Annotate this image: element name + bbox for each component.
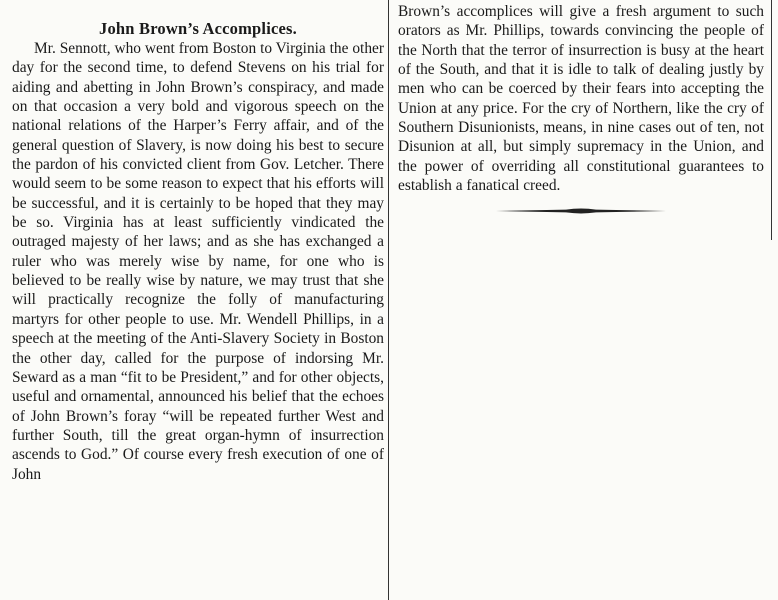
article-body-column-1: Mr. Sennott, who went from Boston to Virginia the other day for the second time, to defend Stevens on his trial for aiding and abetting in John Brown’s conspiracy, and made on that occasion a very bold and vigorous speech on the national relations of the Harper’s Ferry affair, and of the general question of Slavery, is now doing his best to secure the pardon of his convicted client from Gov. Letcher. There would seem to be some reason to expect that his efforts will be successful, and it is certainly to be hoped that they may be so. Virginia has at least sufficiently vindicated the outraged majesty of her laws; and as she has exchanged a ruler who was merely wise by name, for one who is believed to be really wise by nature, we may trust that she will practically recognize the folly of manufacturing martyrs for other people to use. Mr. Wendell Phillips, in a speech at the meeting of the Anti-Slavery Society in Boston the other day, called for the purpose of indorsing Mr. Seward as a man “fit to be President,” and for other objects, useful and ornamental, announced his belief that the echoes of John Brown’s foray “will be repeated further West and further South, till the great organ-hymn of insurrection ascends to God.” Of course every fresh execution of one of John	[12, 40, 384, 483]
column-rule-right	[771, 0, 772, 240]
article-column-2	[398, 0, 764, 215]
tapered-rule-ornament-icon	[496, 207, 666, 215]
article-title: John Brown’s Accomplices.	[99, 19, 297, 38]
column-rule-left	[388, 0, 389, 600]
article-body-column-2: Brown’s accomplices will give a fresh argument to such orators as Mr. Phillips, towards convincing the people of the North that the terror of insurrection is busy at the heart of the South, and that it is idle to talk of dealing justly by men who can be coerced by their fears into accepting the Union at any price. For the cry of Northern, like the cry of Southern Disunionists, means, in nine cases out of ten, not Disunion at all, but simply supremacy in the Union, and the power of overriding all constitutional guarantees to establish a fanatical creed.	[398, 3, 764, 195]
article-column-1	[12, 0, 384, 484]
